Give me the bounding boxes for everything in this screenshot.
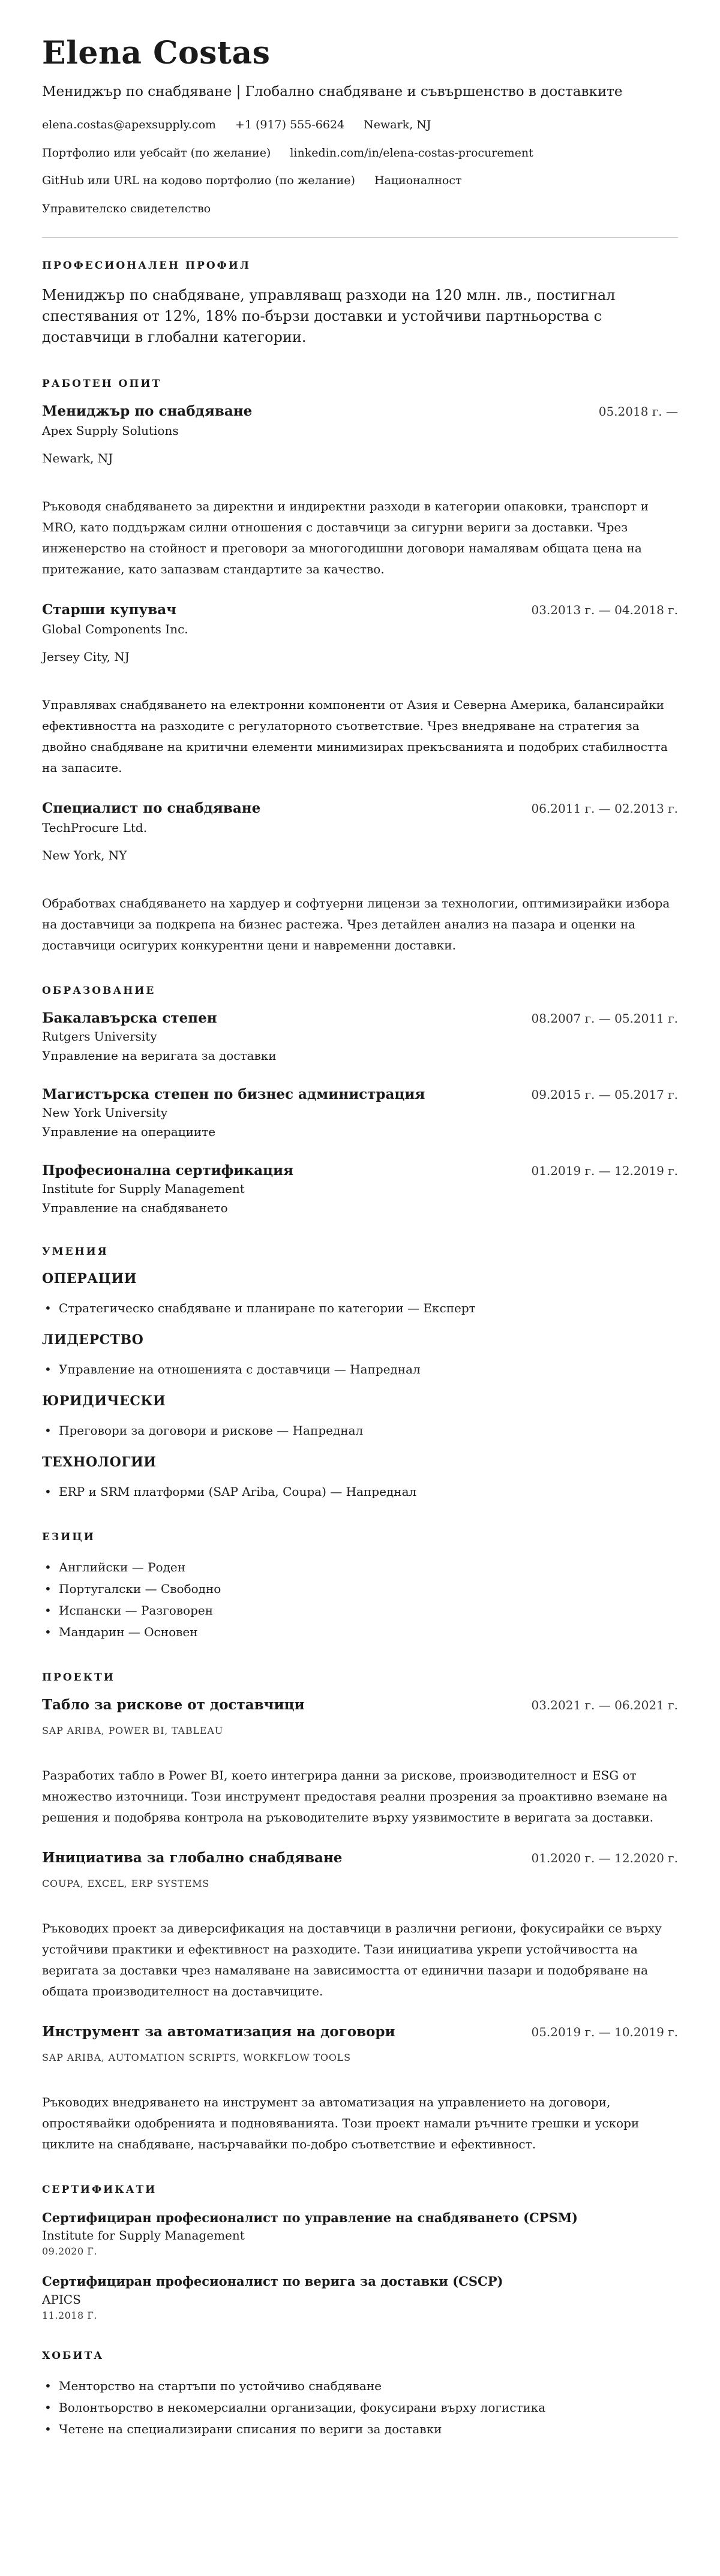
experience-entry (42, 403, 678, 580)
skill-item: • Стратегическо снабдяване и планиране по категории — Експерт (42, 1297, 678, 1319)
language-item: • Английски — Роден (42, 1556, 678, 1578)
candidate-name: Elena Costas (42, 35, 271, 71)
header-divider (42, 237, 678, 238)
skill-item: • Управление на отношенията с доставчици — Напреднал (42, 1358, 678, 1380)
job-role: Мениджър по снабдяване (42, 402, 253, 419)
experience-section (42, 378, 678, 956)
experience-entry (42, 800, 678, 956)
skill-group (42, 1454, 678, 1502)
hobby-item: • Волонтьорство в некомерсиални организации, фокусирани върху логистика (42, 2397, 678, 2418)
study-field: Управление на снабдяването (42, 1200, 228, 1215)
school-name: New York University (42, 1105, 168, 1120)
degree-title: Бакалавърска степен (42, 1009, 217, 1026)
cert-name: Сертифициран професионалист по управление на снабдяването (CPSM) (42, 2210, 578, 2225)
skill-group-title: ЮРИДИЧЕСКИ (42, 1393, 166, 1409)
job-description: Ръководя снабдяването за директни и индиректни разходи в категории опаковки, транспорт и MRO, като поддържам силни отношения с доставчици за сигурни вериги за доставки. Чрез инженерство на стойност и преговори за многогодишни договори намалявам общата цена на притежание, като запазвам стандартите за качество. (42, 498, 649, 576)
email-link[interactable]: elena.costas@apexsupply.com (42, 118, 216, 132)
skill-item: • Преговори за договори и рискове — Напреднал (42, 1420, 678, 1441)
education-section (42, 985, 678, 1217)
certifications-title: СЕРТИФИКАТИ (42, 2183, 157, 2196)
cert-date: 11.2018 Г. (42, 2309, 97, 2321)
management-cert-text: Управителско свидетелство (42, 202, 211, 215)
phone-link[interactable]: +1 (917) 555-6624 (235, 118, 345, 132)
job-location: Jersey City, NJ (42, 649, 130, 664)
skill-group-title: ТЕХНОЛОГИИ (42, 1454, 157, 1470)
skills-title: УМЕНИЯ (42, 1245, 109, 1258)
school-name: Rutgers University (42, 1029, 157, 1044)
hobbies-title: ХОБИТА (42, 2349, 104, 2362)
experience-entry (42, 602, 678, 778)
portfolio-link[interactable]: Портфолио или уебсайт (по желание) (42, 146, 271, 160)
job-description: Управлявах снабдяването на електронни компоненти от Азия и Северна Америка, балансирайки ефективността на разходите с регулаторното съответствие. Чрез внедряване на стратегия за двойно снабдяване на критични елементи минимизирах прекъсванията и подобрих стабилността на запасите. (42, 697, 668, 775)
job-company: Global Components Inc. (42, 621, 188, 636)
project-description: Разработих табло в Power BI, което интегрира данни за рискове, производителност и ESG от множество източници. Този инструмент предоставя реални прозрения за проактивно вземане на решения и подобрява контрола на ръководителите върху уязвимостите в веригата за доставки. (42, 1768, 668, 1824)
summary-title: ПРОФЕСИОНАЛЕН ПРОФИЛ (42, 260, 251, 272)
cert-date: 09.2020 Г. (42, 2246, 97, 2258)
project-entry (42, 1697, 678, 1828)
hobby-item: • Четене на специализирани списания по вериги за доставки (42, 2418, 678, 2440)
cert-entry (42, 2273, 678, 2320)
language-item: • Мандарин — Основен (42, 1621, 678, 1643)
school-name: Institute for Supply Management (42, 1181, 245, 1196)
languages-title: ЕЗИЦИ (42, 1531, 95, 1543)
project-description: Ръководих проект за диверсификация на доставчици в различни региони, фокусирайки се върху устойчиви практики и ефективност на разходите. Тази инициатива укрепи устойчивостта на веригата за доставки чрез намаляване на зависимостта от единични пазари и подобряване на общата производителност на доставчиците. (42, 1920, 662, 1998)
hobbies-section (42, 2350, 678, 2440)
projects-section (42, 1672, 678, 2155)
skill-group (42, 1332, 678, 1380)
job-date: 05.2018 г. — (598, 404, 678, 419)
projects-title: ПРОЕКТИ (42, 1671, 115, 1684)
project-tools: COUPA, EXCEL, ERP SYSTEMS (42, 1877, 210, 1889)
contact-row-3 (42, 173, 678, 189)
contact-row-4 (42, 201, 678, 217)
language-item: • Португалски — Свободно (42, 1578, 678, 1600)
skill-group-title: ОПЕРАЦИИ (42, 1270, 137, 1287)
linkedin-link[interactable]: linkedin.com/in/elena-costas-procurement (290, 146, 533, 160)
degree-title: Магистърска степен по бизнес администрация (42, 1086, 425, 1102)
project-description: Ръководих внедряването на инструмент за автоматизация на управлението на договори, опростявайки одобренията и подновяванията. Този проект намали ръчните грешки и ускори циклите на снабдяване, насърчавайки по-добро съответствие и ефективност. (42, 2094, 640, 2151)
cert-entry (42, 2209, 678, 2257)
summary-text: Мениджър по снабдяване, управляващ разходи на 120 млн. лв., постигнал спестявания от 12%, 18% по-бързи доставки и устойчиви партньорства с доставчици в глобални категории. (42, 287, 616, 346)
education-entry (42, 1010, 678, 1065)
resume-header (42, 36, 678, 217)
job-company: TechProcure Ltd. (42, 820, 148, 835)
education-entry (42, 1162, 678, 1217)
project-date: 05.2019 г. — 10.2019 г. (531, 2024, 678, 2039)
skill-group (42, 1271, 678, 1319)
cert-name: Сертифициран професионалист по верига за доставки (CSCP) (42, 2274, 503, 2289)
location-text: Newark, NJ (364, 118, 431, 132)
project-entry (42, 2024, 678, 2155)
languages-section (42, 1531, 678, 1643)
summary-section (42, 260, 678, 347)
degree-date: 01.2019 г. — 12.2019 г. (531, 1163, 678, 1178)
project-tools: SAP ARIBA, AUTOMATION SCRIPTS, WORKFLOW TOOLS (42, 2051, 351, 2063)
project-date: 01.2020 г. — 12.2020 г. (531, 1850, 678, 1865)
headline: Мениджър по снабдяване | Глобално снабдяване и съвършенство в доставките (42, 84, 623, 100)
study-field: Управление на веригата за доставки (42, 1048, 277, 1063)
github-link[interactable]: GitHub или URL на кодово портфолио (по желание) (42, 174, 355, 188)
job-company: Apex Supply Solutions (42, 423, 179, 438)
study-field: Управление на операциите (42, 1124, 216, 1139)
experience-title: РАБОТЕН ОПИТ (42, 377, 162, 390)
project-name: Инициатива за глобално снабдяване (42, 1849, 343, 1866)
education-title: ОБРАЗОВАНИЕ (42, 984, 156, 997)
skill-group (42, 1393, 678, 1441)
contact-row-2 (42, 145, 678, 161)
nationality-text: Националност (374, 174, 462, 188)
project-date: 03.2021 г. — 06.2021 г. (531, 1697, 678, 1712)
degree-title: Професионална сертификация (42, 1162, 294, 1179)
skill-group-title: ЛИДЕРСТВО (42, 1331, 144, 1348)
job-date: 06.2011 г. — 02.2013 г. (531, 801, 678, 816)
job-date: 03.2013 г. — 04.2018 г. (531, 602, 678, 617)
degree-date: 08.2007 г. — 05.2011 г. (531, 1011, 678, 1026)
project-name: Инструмент за автоматизация на договори (42, 2023, 395, 2040)
education-entry (42, 1086, 678, 1141)
cert-org: APICS (42, 2292, 81, 2307)
skills-section (42, 1246, 678, 1502)
project-entry (42, 1850, 678, 2002)
hobby-item: • Менторство на стартъпи по устойчиво снабдяване (42, 2375, 678, 2397)
skill-item: • ERP и SRM платформи (SAP Ariba, Coupa) — Напреднал (42, 1481, 678, 1502)
contact-row-1 (42, 117, 678, 133)
job-role: Старши купувач (42, 601, 176, 618)
certifications-section (42, 2184, 678, 2321)
project-name: Табло за рискове от доставчици (42, 1696, 305, 1713)
degree-date: 09.2015 г. — 05.2017 г. (531, 1087, 678, 1102)
language-item: • Испански — Разговорен (42, 1600, 678, 1621)
job-location: Newark, NJ (42, 450, 113, 465)
project-tools: SAP ARIBA, POWER BI, TABLEAU (42, 1724, 224, 1736)
job-location: New York, NY (42, 847, 127, 862)
job-role: Специалист по снабдяване (42, 799, 261, 816)
cert-org: Institute for Supply Management (42, 2228, 245, 2243)
job-description: Обработвах снабдяването на хардуер и софтуерни лицензи за технологии, оптимизирайки избора на доставчици за подкрепа на бизнес растежа. Чрез детайлен анализ на пазара и оценки на доставчици осигурих конкурентни цени и навременни доставки. (42, 895, 670, 952)
